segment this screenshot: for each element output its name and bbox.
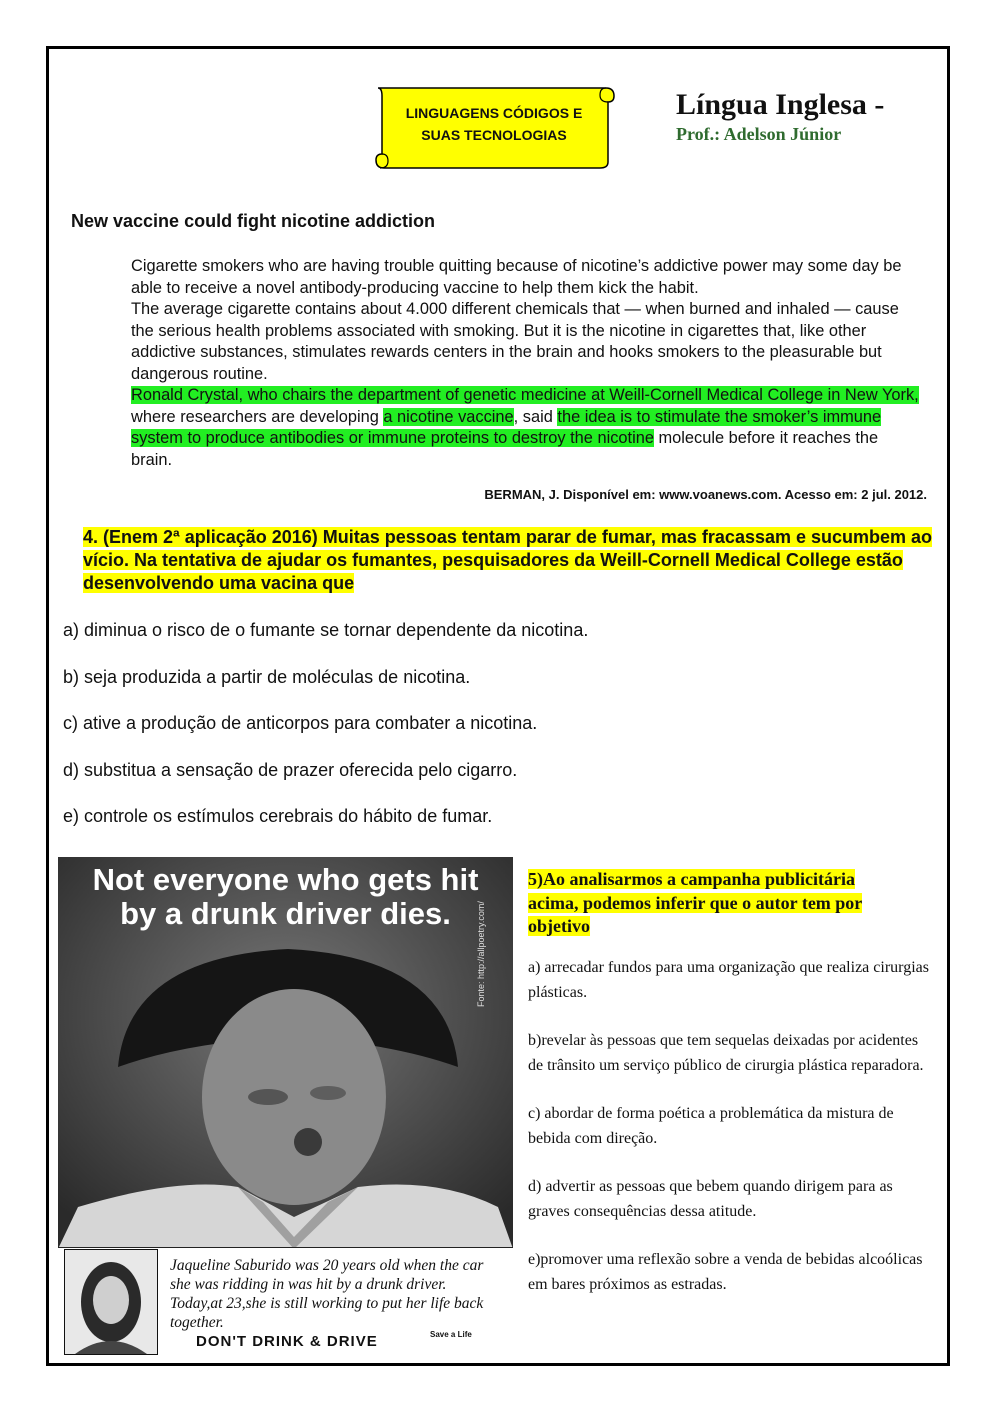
text-1: where researchers are developing	[131, 407, 384, 426]
q5-option-d[interactable]: d) advertir as pessoas que bebem quando dirigem para as graves consequências dessa atitude.	[528, 1178, 893, 1220]
banner-line-2: SUAS TECNOLOGIAS	[421, 127, 567, 143]
highlight-3: the idea is to stimulate the smoker’s immune system to produce antibodies or immune proteins to destroy the nicotine	[131, 407, 882, 447]
poster-credit: Fonte: http://allpoetry.com/	[476, 901, 486, 1007]
banner-line-1: LINGUAGENS CÓDIGOS E	[405, 105, 583, 121]
q4-option-c[interactable]: c) ative a produção de anticorpos para combater a nicotina.	[63, 713, 538, 733]
poster-slogan: DON'T DRINK & DRIVE	[196, 1333, 378, 1350]
poster-headline-line-1: Not everyone who gets hit	[92, 862, 479, 897]
question-5-options	[528, 956, 932, 1321]
save-a-life-logo: Save a Life	[430, 1330, 472, 1339]
q5-option-e[interactable]: e)promover uma reflexão sobre a venda de bebidas alcoólicas em bares próximos as estradas.	[528, 1251, 923, 1293]
article-body	[71, 256, 923, 471]
article-paragraph-3	[71, 385, 923, 471]
article-title: New vaccine could fight nicotine addiction	[71, 211, 436, 231]
poster-headline	[58, 863, 513, 931]
text-2: , said	[513, 407, 558, 426]
campaign-poster	[58, 857, 513, 1357]
portrait-photo	[64, 1249, 158, 1355]
question-4-options	[63, 620, 588, 853]
q4-option-e[interactable]: e) controle os estímulos cerebrais do hábito de fumar.	[63, 806, 493, 826]
text-3: molecule before it reaches the brain.	[131, 429, 879, 469]
question-4	[83, 526, 933, 595]
q5-option-c[interactable]: c) abordar de forma poética a problemática da mistura de bebida com direção.	[528, 1105, 894, 1147]
question-4-prompt: 4. (Enem 2ª aplicação 2016) Muitas pessoas tentam parar de fumar, mas fracassam e sucumbem ao vício. Na tentativa de ajudar os fumantes, pesquisadores da Weill-Cornell Medical College estão desenvolvendo uma vacina que	[83, 527, 933, 593]
q4-option-a[interactable]: a) diminua o risco de o fumante se tornar dependente da nicotina.	[63, 620, 589, 640]
highlight-2: a nicotine vaccine	[383, 407, 514, 426]
portrait-icon	[65, 1250, 157, 1354]
q4-option-b[interactable]: b) seja produzida a partir de moléculas de nicotina.	[63, 666, 471, 687]
teacher-name: Prof.: Adelson Júnior	[676, 124, 842, 144]
q5-option-a[interactable]: a) arrecadar fundos para uma organização que realiza cirurgias plásticas.	[528, 959, 929, 1001]
article-paragraph-2: The average cigarette contains about 4.000 different chemicals that — when burned and inhaled — cause the serious health problems associated with smoking. But it is the nicotine in cigarettes that, like other addictive substances, stimulates rewards centers in the brain and hooks smokers to the pleasurable but dangerous routine.	[131, 300, 899, 383]
highlight-1: Ronald Crystal, who chairs the department of genetic medicine at Weill-Cornell Medical College in New York,	[131, 386, 919, 404]
poster-headline-line-2: by a drunk driver dies.	[120, 896, 451, 931]
article-paragraph-1: Cigarette smokers who are having trouble quitting because of nicotine’s addictive power may some day be able to receive a novel antibody-producing vaccine to help them kick the habit.	[131, 257, 902, 297]
article-source: BERMAN, J. Disponível em: www.voanews.com. Acesso em: 2 jul. 2012.	[484, 487, 927, 502]
subject-area-banner	[372, 82, 616, 170]
poster-caption: Jaqueline Saburido was 20 years old when the car she was ridding in was hit by a drunk driver. Today,at 23,she is still working to put her life back together.	[170, 1257, 484, 1331]
subject-title: Língua Inglesa -	[676, 88, 885, 121]
question-5-prompt: 5)Ao analisarmos a campanha publicitária acima, podemos inferir que o autor tem por objetivo	[528, 869, 863, 936]
q5-option-b[interactable]: b)revelar às pessoas que tem sequelas deixadas por acidentes de trânsito um serviço público de cirurgia plástica reparadora.	[528, 1032, 924, 1074]
question-5	[528, 868, 908, 939]
q4-option-d[interactable]: d) substitua a sensação de prazer oferecida pelo cigarro.	[63, 759, 518, 780]
